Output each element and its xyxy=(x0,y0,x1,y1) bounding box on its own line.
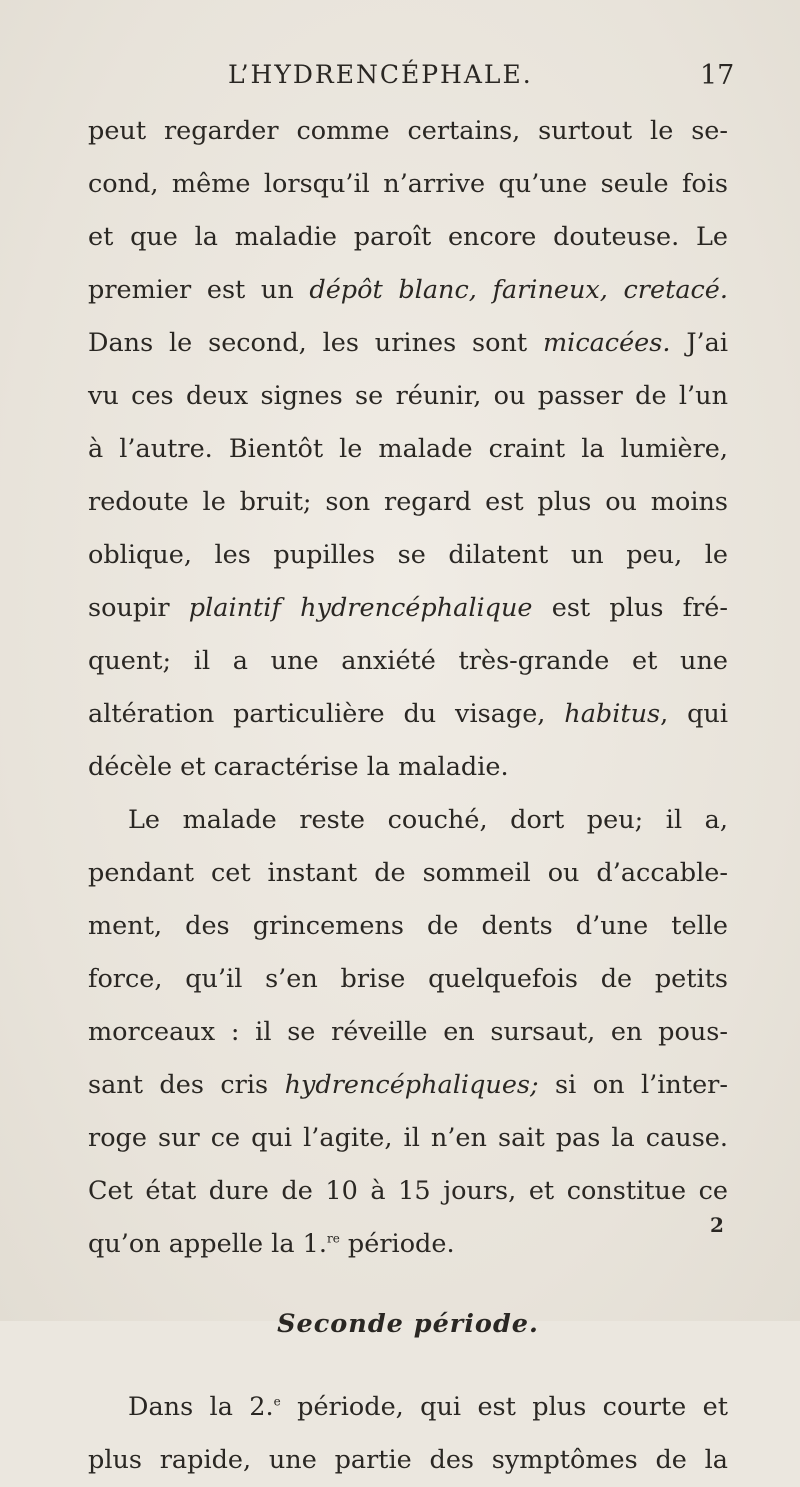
text-line xyxy=(88,529,728,582)
line-text: plus rapide, une partie des symptômes de la xyxy=(88,1445,728,1475)
superscript: e xyxy=(273,1394,281,1409)
text-line xyxy=(88,794,728,847)
text-line xyxy=(88,688,728,741)
line-text: Cet état dure de 10 à 15 jours, et constitue ce xyxy=(88,1176,728,1206)
text-line xyxy=(88,741,728,794)
text-line xyxy=(88,158,728,211)
line-text: sant des cris xyxy=(88,1070,285,1100)
line-text: Dans le second, les urines sont xyxy=(88,328,543,358)
line-text: ment, des grincemens de dents d’une telle xyxy=(88,911,728,941)
line-text: force, qu’il s’en brise quelquefois de petits xyxy=(88,964,728,994)
text-line xyxy=(88,1434,728,1487)
line-text: quent; il a une anxiété très-grande et une xyxy=(88,646,728,676)
text-line xyxy=(88,264,728,317)
italic-text: hydrencéphaliques; xyxy=(284,1070,539,1100)
line-text: si on l’inter- xyxy=(538,1070,728,1100)
signature-mark: 2 xyxy=(710,1213,724,1237)
line-text: roge sur ce qui l’agite, il n’en sait pas la cause. xyxy=(88,1123,728,1153)
line-text: peut regarder comme certains, surtout le se- xyxy=(88,116,728,146)
text-line xyxy=(88,1165,728,1218)
line-text: qu’on appelle la 1. xyxy=(88,1229,327,1259)
text-line xyxy=(88,953,728,1006)
running-head xyxy=(0,60,800,100)
page-number: 17 xyxy=(700,60,735,91)
text-line xyxy=(88,105,728,158)
text-block xyxy=(88,105,728,1487)
line-text: J’ai xyxy=(670,328,729,358)
line-text: redoute le bruit; son regard est plus ou moins xyxy=(88,487,728,517)
line-text: pendant cet instant de sommeil ou d’accable- xyxy=(88,858,728,888)
text-line xyxy=(88,317,728,370)
text-line xyxy=(88,1218,728,1271)
italic-text: dépôt blanc, farineux, cretacé. xyxy=(309,275,729,305)
line-text: Le malade reste couché, dort peu; il a, xyxy=(128,805,728,835)
text-line xyxy=(88,211,728,264)
line-text: cond, même lorsqu’il n’arrive qu’une seule fois xyxy=(88,169,728,199)
text-line xyxy=(88,582,728,635)
text-line xyxy=(88,900,728,953)
text-line xyxy=(88,1006,728,1059)
line-text: décèle et caractérise la maladie. xyxy=(88,752,509,782)
italic-text: micacées. xyxy=(542,328,671,358)
text-line xyxy=(88,1381,728,1434)
superscript: re xyxy=(326,1231,340,1246)
line-text: est plus fré- xyxy=(532,593,728,623)
italic-text: habitus xyxy=(564,699,661,729)
text-line xyxy=(88,370,728,423)
line-text: soupir xyxy=(88,593,189,623)
line-text: premier est un xyxy=(88,275,310,305)
text-line xyxy=(88,423,728,476)
line-text: à l’autre. Bientôt le malade craint la lumière, xyxy=(88,434,728,464)
text-line xyxy=(88,1059,728,1112)
running-title: L’HYDRENCÉPHALE. xyxy=(228,60,533,89)
line-text: , qui xyxy=(660,699,728,729)
text-line xyxy=(88,476,728,529)
text-line xyxy=(88,635,728,688)
line-text: altération particulière du visage, xyxy=(88,699,565,729)
line-text: période. xyxy=(339,1229,455,1259)
line-text: morceaux : il se réveille en sursaut, en pous- xyxy=(88,1017,728,1047)
italic-text: plaintif hydrencéphalique xyxy=(188,593,533,623)
text-line xyxy=(88,847,728,900)
line-text: Dans la 2. xyxy=(128,1392,274,1422)
text-line xyxy=(88,1112,728,1165)
line-text: vu ces deux signes se réunir, ou passer de l’un xyxy=(88,381,728,411)
line-text: période, qui est plus courte et xyxy=(280,1392,728,1422)
line-text: oblique, les pupilles se dilatent un peu, le xyxy=(88,540,728,570)
line-text: et que la maladie paroît encore douteuse. Le xyxy=(88,222,728,252)
section-heading: Seconde période. xyxy=(277,1309,539,1339)
